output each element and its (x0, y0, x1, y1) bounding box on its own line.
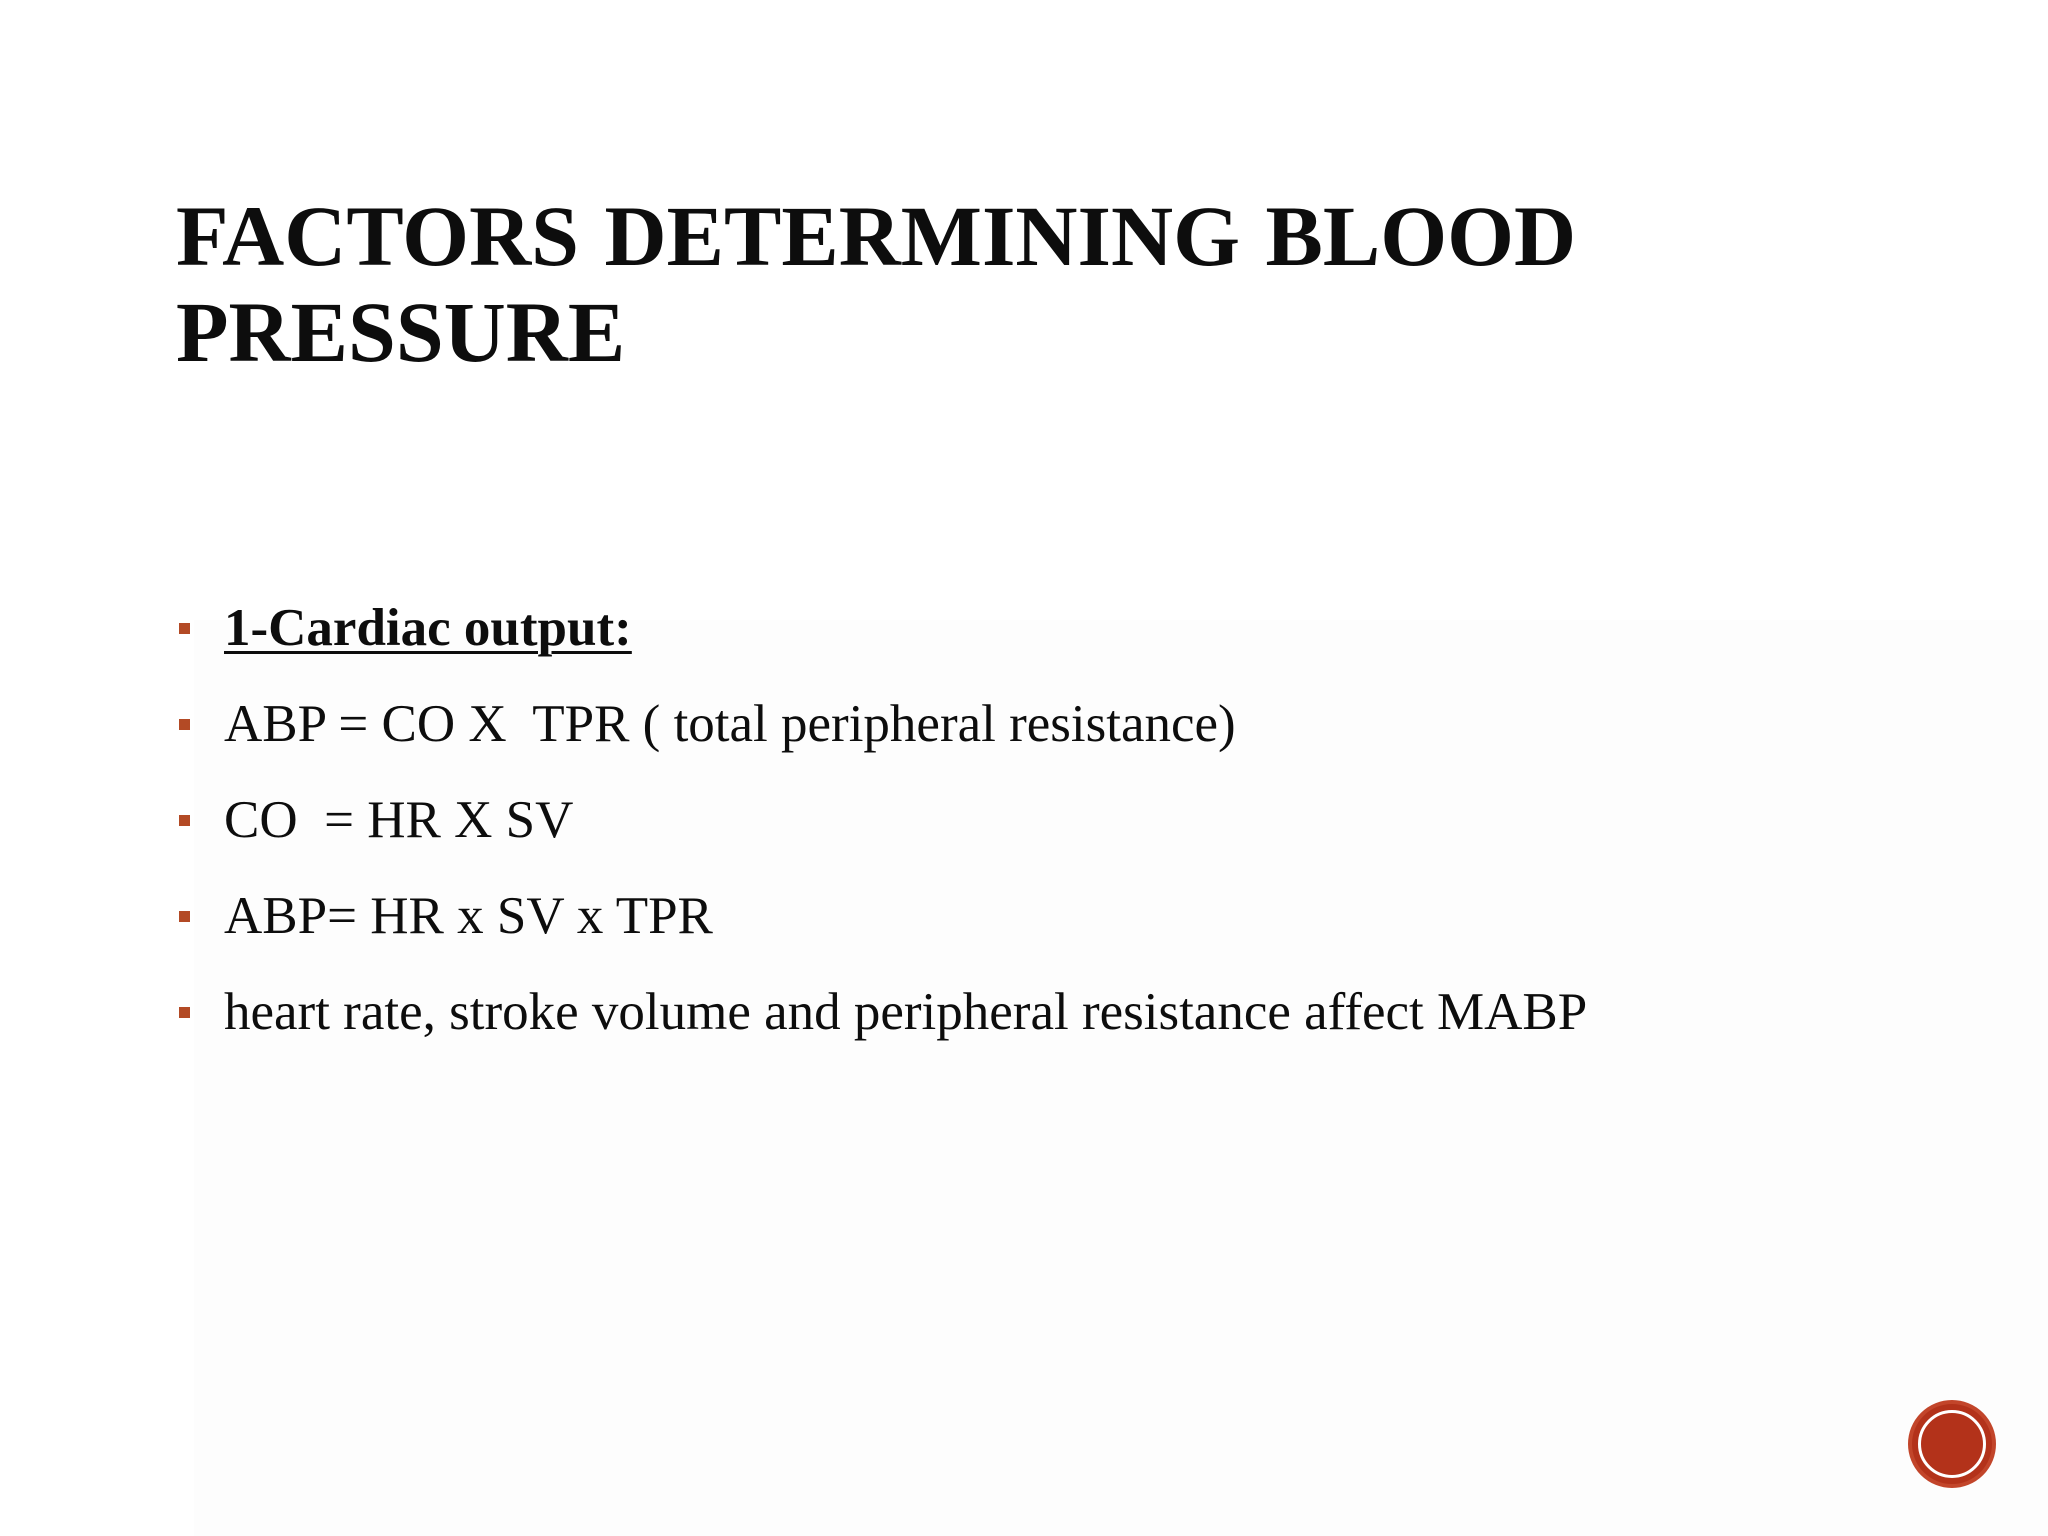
square-bullet-icon (179, 623, 190, 634)
slide-nav-button[interactable] (1908, 1400, 1996, 1488)
bullet-item (176, 772, 1936, 868)
square-bullet-icon (179, 719, 190, 730)
bullet-text: CO = HR X SV (224, 791, 574, 849)
bullet-text: heart rate, stroke volume and peripheral resistance affect MABP (224, 983, 1588, 1041)
bullet-heading: 1-Cardiac output: (224, 599, 632, 657)
square-bullet-icon (179, 911, 190, 922)
square-bullet-icon (179, 815, 190, 826)
bullet-item (176, 964, 1936, 1060)
bullet-item (176, 676, 1936, 772)
slide-title: FACTORS DETERMINING BLOOD PRESSURE (176, 188, 1577, 380)
square-bullet-icon (179, 1007, 190, 1018)
circle-nav-icon (1918, 1410, 1986, 1478)
bullet-text: ABP = CO X TPR ( total peripheral resistance) (224, 695, 1236, 753)
bullet-item (176, 868, 1936, 964)
bullet-text: ABP= HR x SV x TPR (224, 887, 713, 945)
bullet-item (176, 580, 1936, 676)
bullet-list (176, 580, 1936, 1060)
